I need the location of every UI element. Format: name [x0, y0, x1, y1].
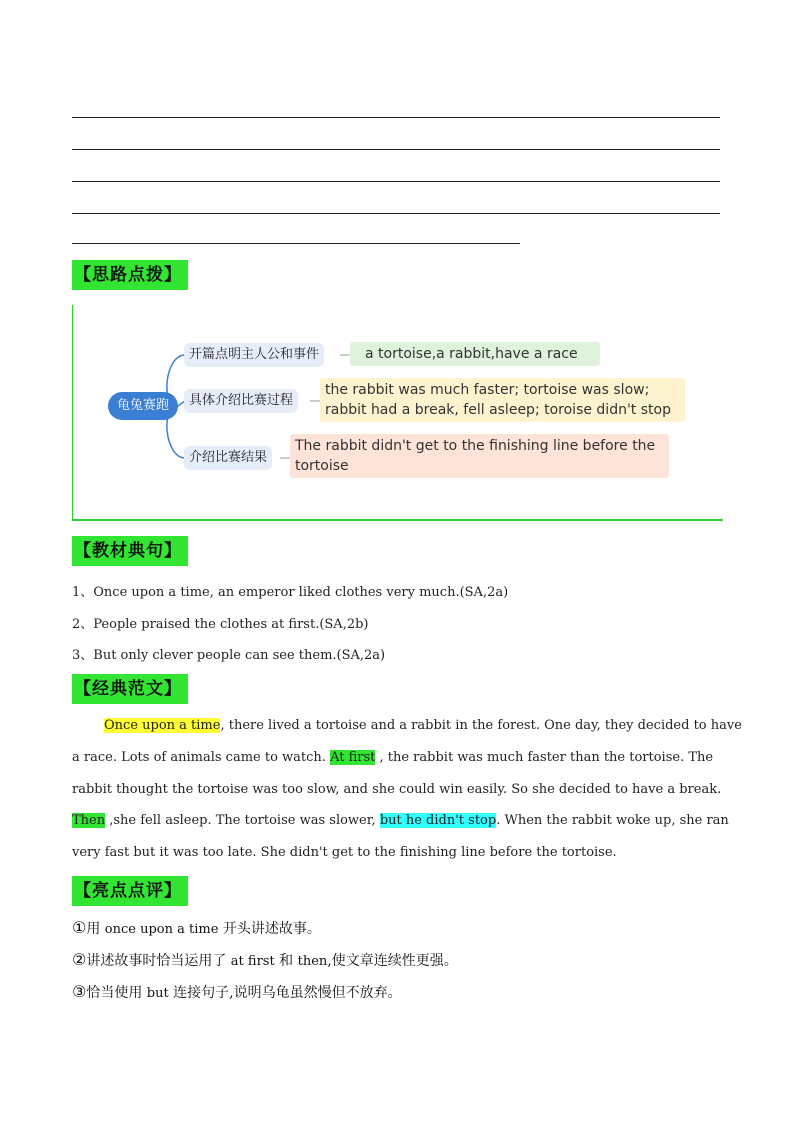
heading-model-essay: 【经典范文】	[72, 674, 188, 704]
point-text: 和	[274, 953, 298, 969]
essay-highlight-once-upon-a-time: Once upon a time	[104, 718, 221, 733]
essay-highlight-then: Then	[72, 813, 106, 828]
essay-text: , there lived a tortoise and a rabbit in the forest. One day, they decided to have	[220, 718, 742, 733]
comment-point-3	[72, 982, 402, 1002]
sentence-1: 1、Once upon a time, an emperor liked clothes very much.(SA,2a)	[72, 585, 509, 600]
essay-highlight-but-he-didnt-stop: but he didn't stop	[379, 813, 497, 828]
point-english: once upon a time	[104, 922, 219, 937]
point-text: 讲述故事时恰当运用了	[86, 953, 231, 969]
comment-point-1	[72, 918, 321, 938]
essay-line-2	[72, 750, 718, 765]
point-english: then	[297, 954, 328, 969]
sentence-2: 2、People praised the clothes at first.(SA,2b)	[72, 617, 369, 632]
essay-highlight-at-first: At first	[330, 750, 376, 765]
point-text: 用	[86, 921, 105, 937]
mindmap-leaf-result-line-2: tortoise	[295, 458, 349, 474]
point-number: ①	[72, 918, 87, 937]
essay-line-3: rabbit thought the tortoise was too slow, and she could win easily. So she decided to have a break.	[72, 782, 722, 797]
mindmap-leaf-process	[320, 378, 685, 422]
mindmap-branch-opening: 开篇点明主人公和事件	[184, 343, 324, 367]
point-text: 开头讲述故事。	[218, 921, 321, 937]
point-number: ③	[72, 982, 87, 1001]
essay-text: a race. Lots of animals came to watch.	[72, 750, 331, 765]
mindmap-root: 龟兔赛跑	[108, 392, 178, 420]
sentence-3: 3、But only clever people can see them.(SA,2a)	[72, 648, 386, 663]
mindmap-leaf-result	[290, 434, 669, 478]
mindmap-branch-process: 具体介绍比赛过程	[184, 389, 298, 413]
comment-point-2	[72, 950, 458, 970]
mindmap-leaf-opening	[350, 342, 600, 366]
point-english: but	[146, 986, 169, 1001]
essay-line-5: very fast but it was too late. She didn't get to the finishing line before the tortoise.	[72, 845, 617, 860]
heading-comments: 【亮点点评】	[72, 876, 188, 906]
point-text: 恰当使用	[86, 985, 147, 1001]
essay-line-4	[72, 813, 729, 828]
heading-ideas: 【思路点拨】	[72, 260, 188, 290]
mindmap-leaf-opening-text: a tortoise,a rabbit,have a race	[365, 346, 578, 362]
mindmap-branch-result: 介绍比赛结果	[184, 446, 272, 470]
point-english: at first	[230, 954, 275, 969]
essay-text: . When the rabbit woke up, she ran	[496, 813, 729, 828]
mindmap-leaf-process-line-2: rabbit had a break, fell asleep; toroise didn't stop	[325, 402, 671, 418]
mindmap-leaf-process-line-1: the rabbit was much faster; tortoise was slow;	[325, 382, 650, 398]
essay-line-1	[104, 718, 742, 733]
point-number: ②	[72, 950, 87, 969]
point-text: ,使文章连续性更强。	[327, 953, 458, 969]
essay-text: ,she fell asleep. The tortoise was slower,	[105, 813, 380, 828]
essay-text: , the rabbit was much faster than the tortoise. The	[375, 750, 714, 765]
mindmap-leaf-result-line-1: The rabbit didn't get to the finishing line before the	[295, 438, 656, 454]
point-text: 连接句子,说明乌龟虽然慢但不放弃。	[168, 985, 402, 1001]
heading-textbook: 【教材典句】	[72, 536, 188, 566]
